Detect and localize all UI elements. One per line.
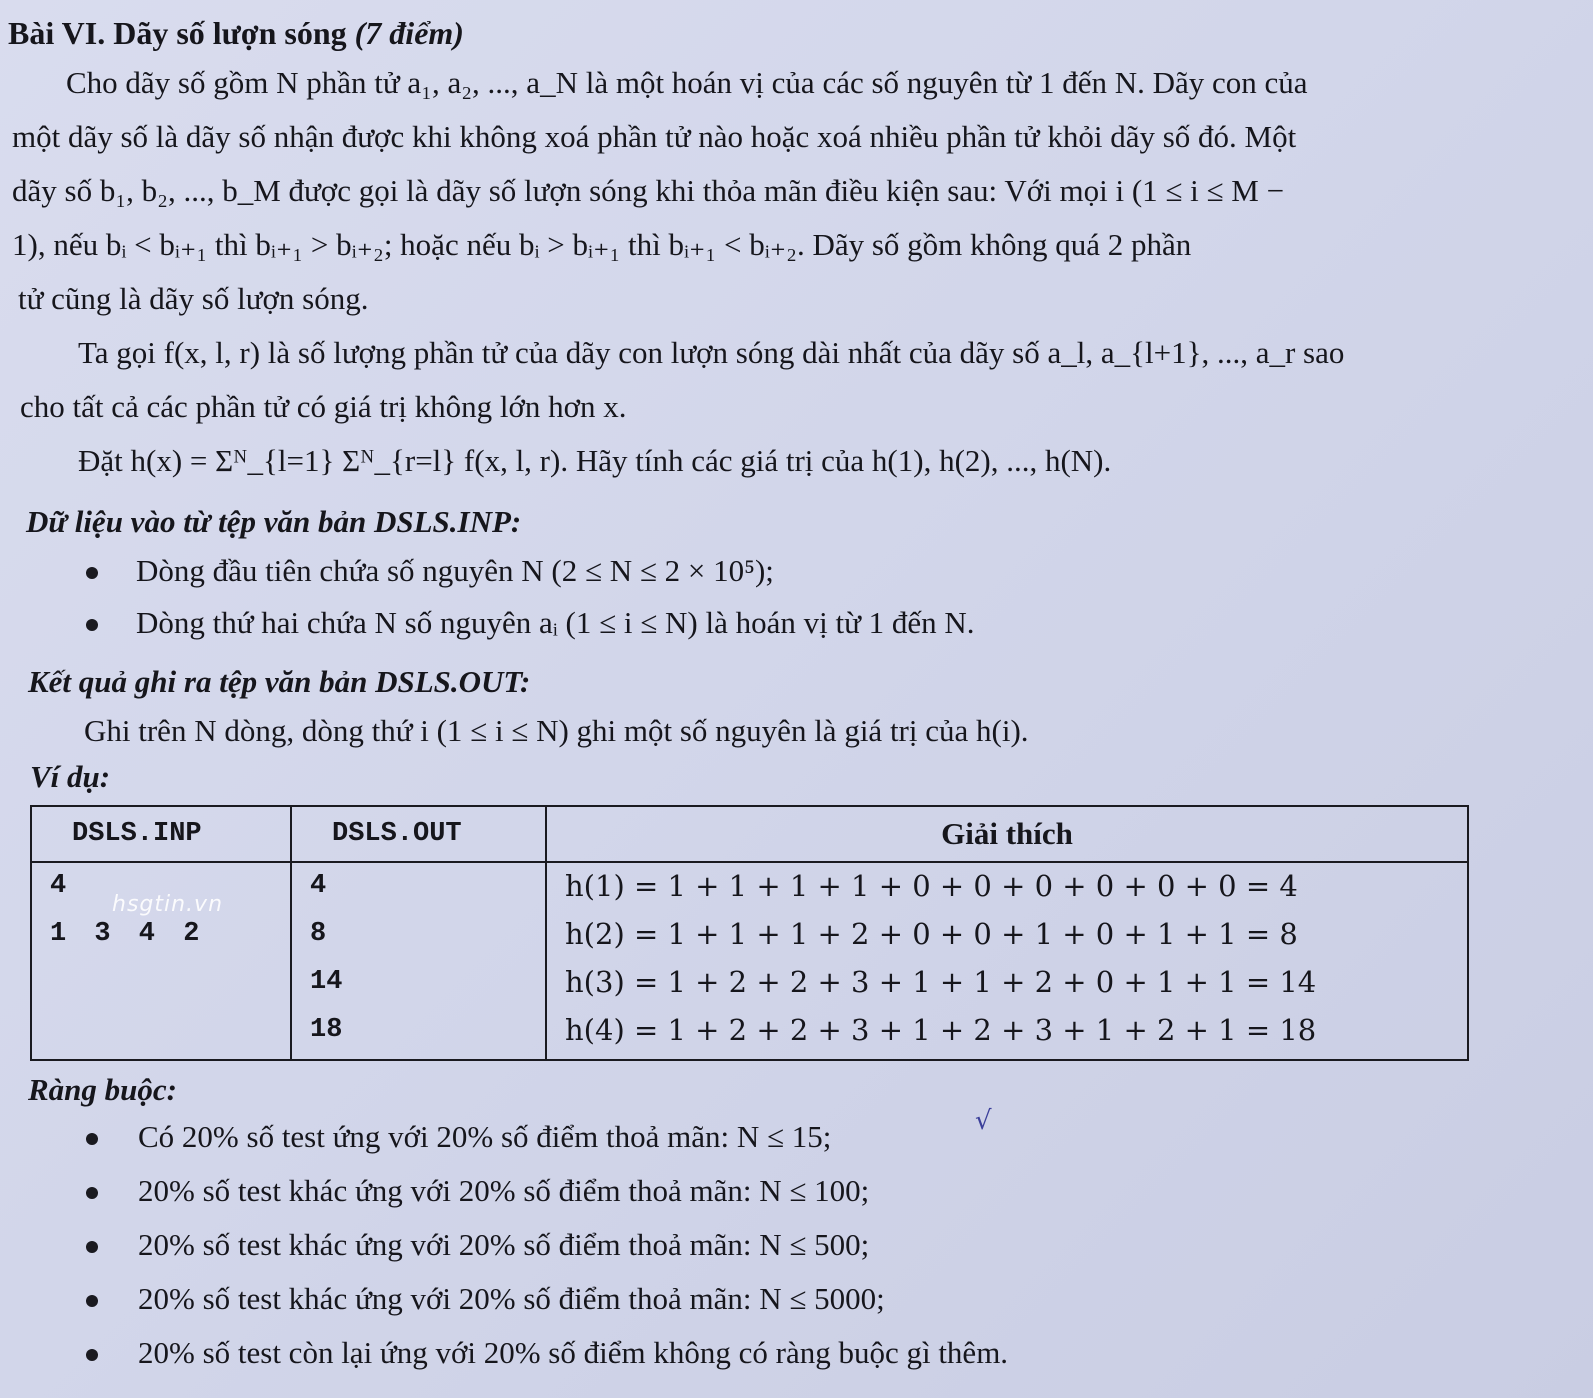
problem-points: (7 điểm)	[354, 15, 464, 51]
header-explanation: Giải thích	[546, 806, 1468, 862]
definition-line-1: Ta gọi f(x, l, r) là số lượng phần tử của dãy con lượn sóng dài nhất của dãy số a_l, a_{l+1}, ..., a_r sao	[78, 335, 1345, 370]
input-line-1: 4	[50, 871, 67, 901]
bullet-dot	[86, 619, 98, 631]
header-input-file: DSLS.INP	[31, 806, 291, 862]
constraint-item-5: 20% số test còn lại ứng với 20% số điểm không có ràng buộc gì thêm.	[138, 1335, 1009, 1370]
problem-title	[8, 14, 464, 52]
bullet-dot	[86, 567, 98, 579]
problem-title-text: Bài VI. Dãy số lượn sóng	[8, 15, 347, 51]
example-data-row	[31, 862, 1468, 1060]
statement-line-1: Cho dãy số gồm N phần tử a₁, a₂, ..., a_N là một hoán vị của các số nguyên từ 1 đến N. Dãy con của	[66, 65, 1308, 100]
explanation-line-3: h(3) = 1 + 2 + 2 + 3 + 1 + 1 + 2 + 0 + 1 + 1 = 14	[565, 965, 1317, 999]
constraint-item-1: Có 20% số test ứng với 20% số điểm thoả mãn: N ≤ 15;	[138, 1119, 832, 1154]
bullet-dot	[86, 1241, 98, 1253]
example-heading: Ví dụ:	[30, 759, 111, 794]
explanation-line-2: h(2) = 1 + 1 + 1 + 2 + 0 + 0 + 1 + 0 + 1 + 1 = 8	[565, 917, 1298, 951]
check-mark: √	[975, 1106, 992, 1136]
output-heading: Kết quả ghi ra tệp văn bản DSLS.OUT:	[28, 664, 531, 699]
output-line-1: 4	[310, 871, 327, 901]
statement-line-2: một dãy số là dãy số nhận được khi không xoá phần tử nào hoặc xoá nhiều phần tử khỏi dãy số đó. Một	[12, 119, 1297, 154]
output-line-3: 14	[310, 967, 343, 997]
explanation-line-4: h(4) = 1 + 2 + 2 + 3 + 1 + 2 + 3 + 1 + 2 + 1 = 18	[565, 1013, 1317, 1047]
bullet-dot	[86, 1133, 98, 1145]
input-item-1: Dòng đầu tiên chứa số nguyên N (2 ≤ N ≤ 2 × 10⁵);	[136, 553, 774, 588]
explanation-line-1: h(1) = 1 + 1 + 1 + 1 + 0 + 0 + 0 + 0 + 0 + 0 = 4	[565, 869, 1298, 903]
statement-line-3: dãy số b₁, b₂, ..., b_M được gọi là dãy số lượn sóng khi thỏa mãn điều kiện sau: Với mọi i (1 ≤ i ≤ M −	[12, 173, 1285, 208]
input-item-2: Dòng thứ hai chứa N số nguyên aᵢ (1 ≤ i ≤ N) là hoán vị từ 1 đến N.	[136, 605, 975, 640]
constraint-item-2: 20% số test khác ứng với 20% số điểm thoả mãn: N ≤ 100;	[138, 1173, 870, 1208]
constraints-heading: Ràng buộc:	[28, 1072, 177, 1107]
bullet-dot	[86, 1187, 98, 1199]
input-line-2: 1 3 4 2	[50, 919, 206, 949]
constraint-item-4: 20% số test khác ứng với 20% số điểm thoả mãn: N ≤ 5000;	[138, 1281, 885, 1316]
bullet-dot	[86, 1295, 98, 1307]
statement-line-4: 1), nếu bᵢ < bᵢ₊₁ thì bᵢ₊₁ > bᵢ₊₂; hoặc nếu bᵢ > bᵢ₊₁ thì bᵢ₊₁ < bᵢ₊₂. Dãy số gồm không quá 2 phần	[12, 227, 1192, 262]
example-table	[30, 805, 1469, 1061]
output-line-2: 8	[310, 919, 327, 949]
task-line: Đặt h(x) = Σᴺ_{l=1} Σᴺ_{r=l} f(x, l, r). Hãy tính các giá trị của h(1), h(2), ..., h(N).	[78, 443, 1112, 478]
input-heading: Dữ liệu vào từ tệp văn bản DSLS.INP:	[26, 504, 522, 539]
output-line-4: 18	[310, 1015, 343, 1045]
example-header-row	[31, 806, 1468, 862]
bullet-dot	[86, 1349, 98, 1361]
output-text: Ghi trên N dòng, dòng thứ i (1 ≤ i ≤ N) ghi một số nguyên là giá trị của h(i).	[84, 713, 1029, 748]
explanation-cell	[546, 862, 1468, 1060]
header-output-file: DSLS.OUT	[291, 806, 546, 862]
definition-line-2: cho tất cả các phần tử có giá trị không lớn hơn x.	[20, 389, 627, 424]
watermark-text: hsgtin.vn	[112, 892, 224, 917]
output-cell	[291, 862, 546, 1060]
statement-line-5: tử cũng là dãy số lượn sóng.	[18, 281, 369, 316]
constraint-item-3: 20% số test khác ứng với 20% số điểm thoả mãn: N ≤ 500;	[138, 1227, 870, 1262]
